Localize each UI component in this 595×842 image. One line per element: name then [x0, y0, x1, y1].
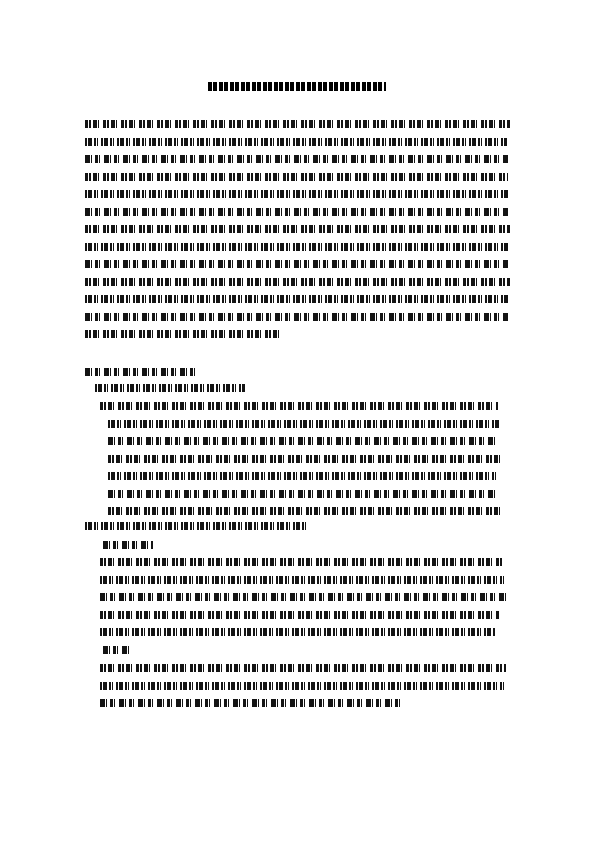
- text-line: [100, 628, 510, 637]
- subsection-heading: [95, 384, 295, 402]
- text-line: [100, 558, 510, 567]
- text-line: [85, 295, 510, 304]
- text-line: [85, 208, 510, 217]
- text-line: [100, 402, 500, 411]
- text-line: [100, 699, 510, 708]
- text-line: [85, 120, 510, 129]
- text-line: [100, 593, 510, 602]
- text-line: [108, 507, 500, 516]
- text-line: [85, 313, 510, 322]
- section-heading: [85, 522, 325, 540]
- subsection-heading: [103, 646, 203, 664]
- paragraph-3: [100, 664, 510, 717]
- text-line: [100, 576, 510, 585]
- subsection-heading: [103, 541, 203, 559]
- text-line: [85, 330, 510, 339]
- paragraph-2: [100, 558, 510, 646]
- text-line: [85, 138, 510, 147]
- text-line: [108, 437, 500, 446]
- text-line: [108, 420, 500, 429]
- text-line: [85, 260, 510, 269]
- text-line: [85, 278, 510, 287]
- text-line: [108, 472, 500, 481]
- section-heading: [85, 368, 285, 386]
- paragraph-1: [100, 402, 500, 525]
- text-line: [85, 173, 510, 182]
- text-line: [108, 455, 500, 464]
- text-line: [100, 682, 510, 691]
- paragraph-intro: [85, 120, 510, 348]
- text-line: [85, 243, 510, 252]
- document-title-ink: [208, 82, 386, 91]
- text-line: [100, 611, 510, 620]
- text-line: [108, 490, 500, 499]
- text-line: [85, 225, 510, 234]
- text-line: [100, 664, 510, 673]
- text-line: [85, 190, 510, 199]
- text-line: [85, 155, 510, 164]
